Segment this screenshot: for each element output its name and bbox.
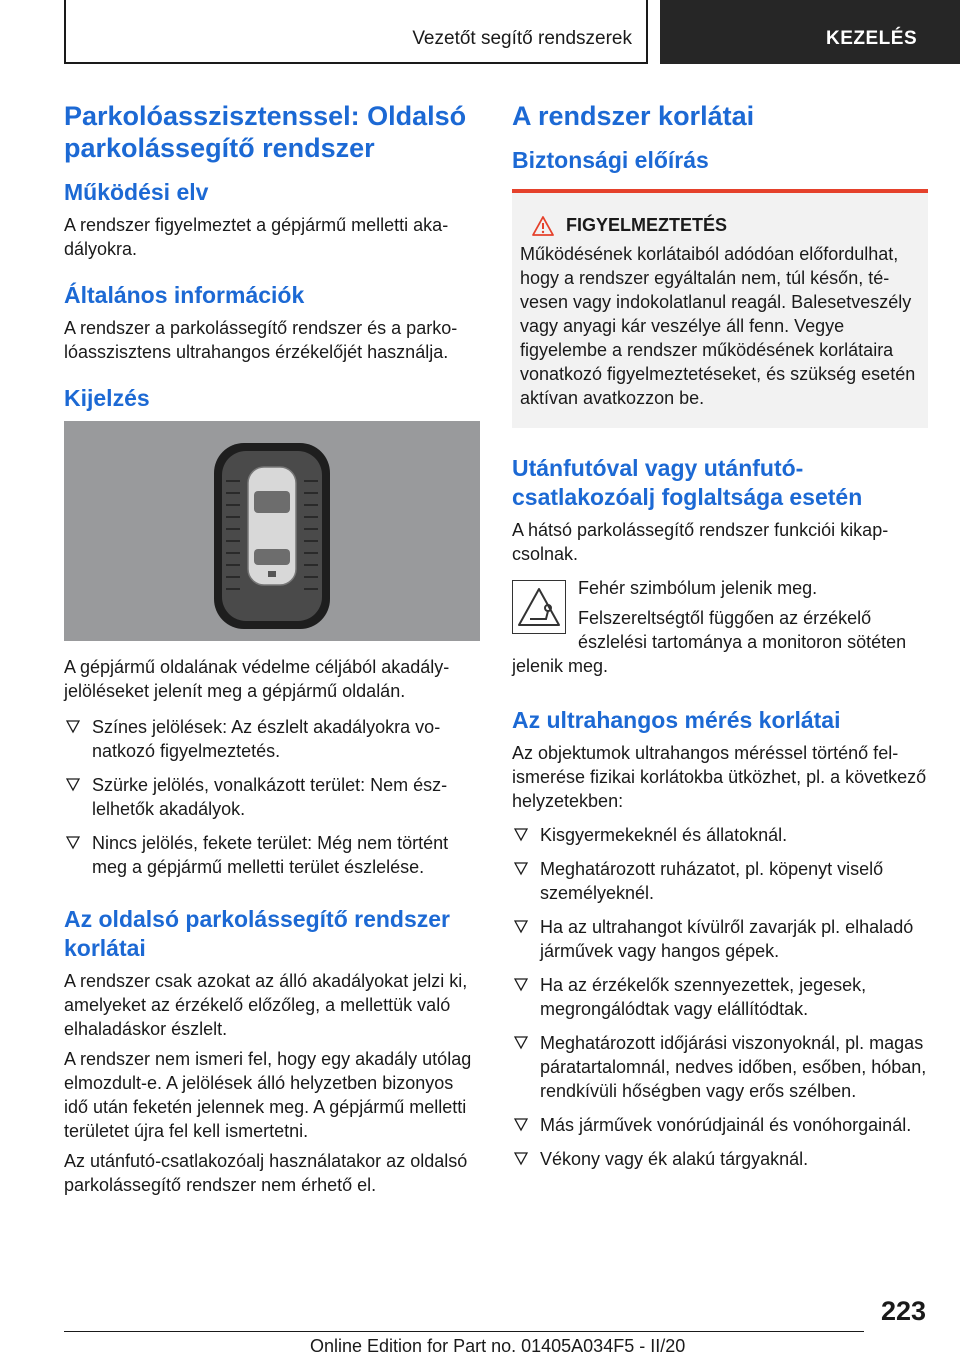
list-item-text: Vékony vagy ék alakú tárgyaknál. (540, 1149, 809, 1169)
side-view-assist-illustration (64, 421, 480, 641)
section-title-ultrasonic-limits: Az ultrahangos mérés korlátai (512, 707, 841, 733)
warning-title: FIGYELMEZTETÉS (566, 215, 728, 235)
trailer-hitch-warning-icon (513, 581, 565, 633)
list-item (512, 1113, 928, 1137)
warning-text: Működésének korlátaiból adódóan előfordulhat, hogy a rendszer egyáltalán nem, túl későn, tévesen vagy indokolatlanul reagál. Balesetveszély vagy anyagi kár veszélye áll fenn. Vegye figyelembe a rendszer működésének korlátaira vonatkozó figyelmeztetéseket, és szükség esetén aktívan avatkozzon be. (520, 244, 916, 408)
section-tab-label: KEZELÉS (826, 28, 918, 49)
display-bullet-list (64, 715, 480, 879)
section-text-general-info: A rendszer a parkolássegítő rendszer és a parkolóasszisztens ultrahangos érzékelőjét használja. (64, 318, 458, 362)
list-item-text: Ha az érzékelők szennyezettek, jegesek, megrongálódtak vagy elállítódtak. (540, 975, 867, 1019)
page-heading-right: A rendszer korlátai (512, 101, 755, 131)
section-title-safety: Biztonsági előírás (512, 147, 709, 173)
trailer-symbol-row (512, 576, 928, 678)
section-title-display: Kijelzés (64, 385, 150, 411)
section-title-working-principle: Működési elv (64, 179, 209, 205)
header-title: Vezetőt segítő rendszerek (412, 28, 632, 49)
display-caption: A gépjármű oldalának védelme céljából akadályjelöléseket jelenít meg a gépjármű oldalán. (64, 657, 450, 701)
list-item-text: Színes jelölések: Az észlelt akadályokra vonatkozó figyelmeztetés. (92, 717, 441, 761)
section-text-working-principle: A rendszer figyelmeztet a gépjármű melletti akadályokra. (64, 215, 449, 259)
list-item (512, 973, 928, 1021)
list-item-text: Meghatározott időjárási viszonyoknál, pl. magas páratartalomnál, nedves időben, esőben, hóban, rendkívüli hőségben vagy erős szélben. (540, 1033, 927, 1101)
footer-divider (64, 1331, 864, 1332)
list-item (512, 1147, 928, 1171)
list-item (64, 773, 480, 821)
triangle-bullet-icon (514, 1034, 528, 1050)
list-item (512, 1031, 928, 1103)
side-assist-limits-p2: A rendszer nem ismeri fel, hogy egy akadály utólag elmozdult-e. A jelölések álló helyzetben bizonyos idő után feketén jelennek meg. A gépjármű melletti területet újra fel kell ismertetni. (64, 1049, 472, 1141)
list-item-text: Nincs jelölés, fekete terület: Még nem történt meg a gépjármű melletti terület észlelése. (92, 833, 449, 877)
symbol-text-range: Felszereltségtől függően az érzékelő észlelési tartománya a monitoron sötéten jelenik meg. (512, 608, 907, 676)
triangle-bullet-icon (514, 1116, 528, 1132)
section-tab (660, 0, 960, 64)
triangle-bullet-icon (514, 826, 528, 842)
list-item (512, 915, 928, 963)
list-item-text: Meghatározott ruházatot, pl. köpenyt viselő személyeknél. (540, 859, 884, 903)
list-item-text: Más járművek vonórúdjainál és vonóhorgainál. (540, 1115, 912, 1135)
triangle-bullet-icon (514, 860, 528, 876)
triangle-bullet-icon (66, 776, 80, 792)
list-item-text: Kisgyermekeknél és állatoknál. (540, 825, 788, 845)
trailer-hitch-symbol (512, 580, 566, 634)
triangle-bullet-icon (514, 1150, 528, 1166)
section-title-side-assist-limits: Az oldalsó parkolássegítő rendszer korlátai (64, 906, 451, 961)
footer-edition: Online Edition for Part no. 01405A034F5 - II/20 (310, 1336, 686, 1356)
list-item-text: Ha az ultrahangot kívülről zavarják pl. elhaladó járművek vagy hangos gépek. (540, 917, 914, 961)
symbol-text-white: Fehér szimbólum jelenik meg. (578, 578, 818, 598)
triangle-bullet-icon (66, 834, 80, 850)
left-column (64, 100, 480, 1203)
triangle-bullet-icon (514, 976, 528, 992)
warning-triangle-icon (532, 216, 554, 236)
car-top-view-icon (64, 421, 480, 641)
warning-title-row (520, 215, 920, 236)
right-column (512, 100, 928, 1181)
side-assist-limits-p1: A rendszer csak azokat az álló akadályokat jelzi ki, amelyeket az érzékelő előzőleg, a mellettük való elhaladáskor észlelt. (64, 971, 468, 1039)
page-heading-left: Parkolóasszisztenssel: Oldalsó parkolássegítő rendszer (64, 101, 467, 163)
warning-box (512, 189, 928, 428)
side-assist-limits-p3: Az utánfutó-csatlakozóalj használatakor az oldalsó parkolássegítő rendszer nem érhető el. (64, 1151, 468, 1195)
header-frame (64, 0, 648, 64)
list-item (512, 823, 928, 847)
list-item (64, 831, 480, 879)
ultrasonic-bullet-list (512, 823, 928, 1171)
triangle-bullet-icon (514, 918, 528, 934)
list-item (512, 857, 928, 905)
section-text-trailer: A hátsó parkolássegítő rendszer funkciói kikapcsolnak. (512, 520, 889, 564)
section-title-general-info: Általános információk (64, 282, 305, 308)
page-number: 223 (880, 1296, 926, 1326)
section-text-ultrasonic-limits: Az objektumok ultrahangos méréssel történő felismerése fizikai korlátokba ütközhet, pl. a következő helyzetekben: (512, 743, 927, 811)
section-title-trailer: Utánfutóval vagy utánfutó-csatlakozóalj foglaltsága esetén (512, 455, 863, 510)
list-item (64, 715, 480, 763)
list-item-text: Szürke jelölés, vonalkázott terület: Nem észlelhetők akadályok. (92, 775, 448, 819)
triangle-bullet-icon (66, 718, 80, 734)
